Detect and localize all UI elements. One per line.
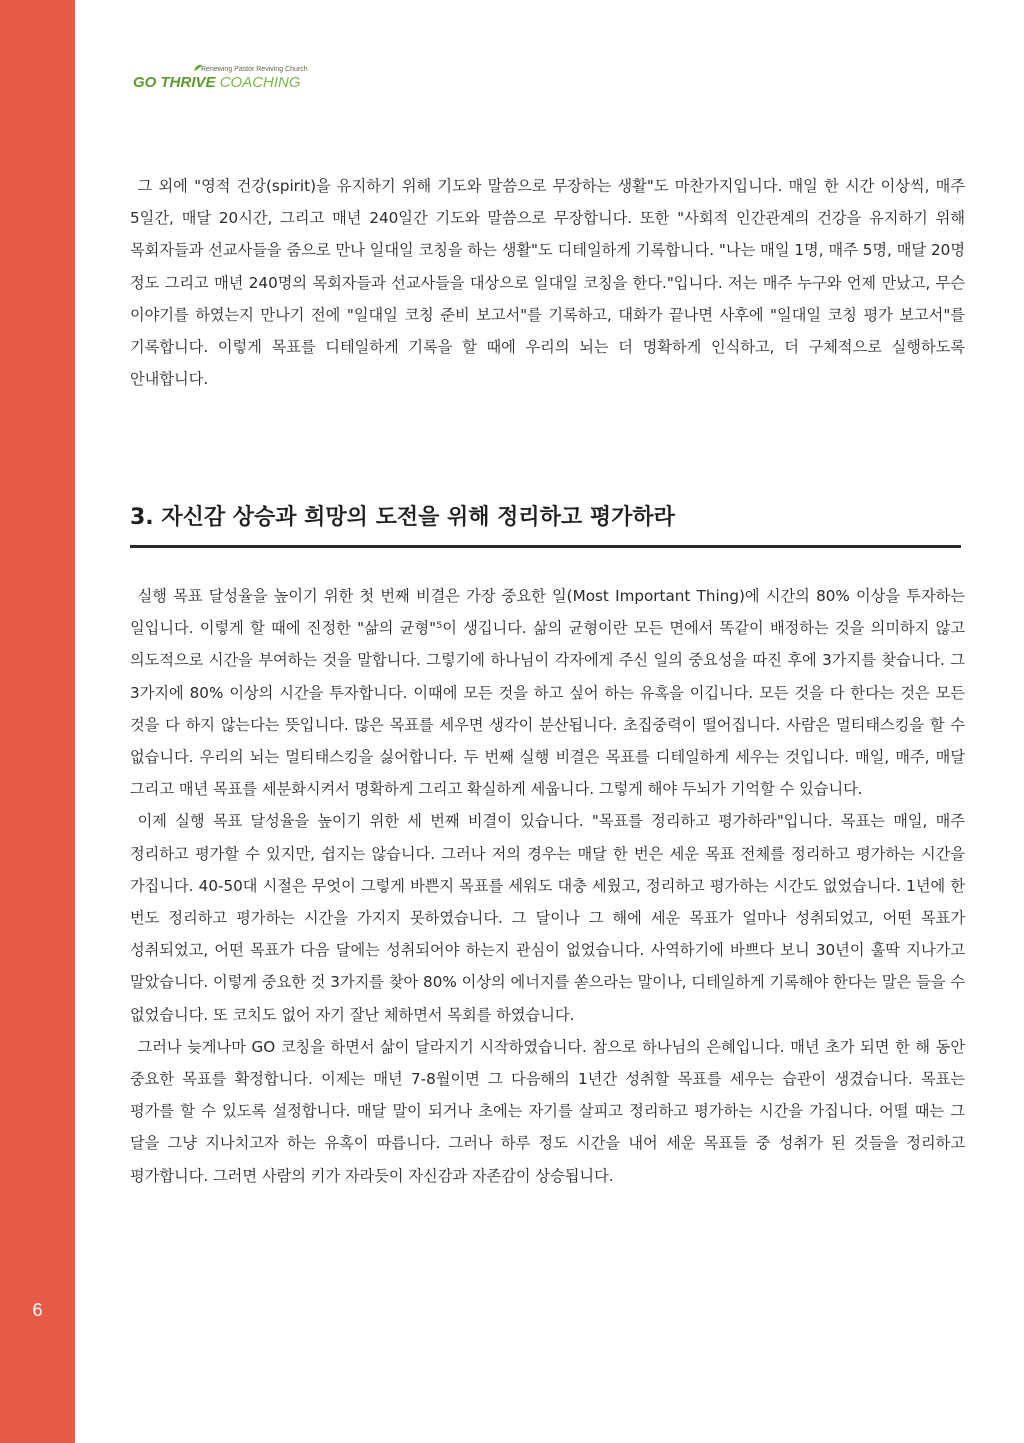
- logo-word-light: COACHING: [219, 74, 301, 91]
- page-number: 6: [32, 1300, 43, 1320]
- body-paragraph-3: 그러나 늦게나마 GO 코칭을 하면서 삶이 달라지기 시작하였습니다. 참으로 하나님의 은혜입니다. 매년 초가 되면 한 해 동안 중요한 목표를 확정합니다. 이제는 매년 7-8월이면 그 다음해의 1년간 성취할 목표를 세우는 습관이 생겼습니다. 목표는 평가를 할 수 있도록 설정합니다. 매달 말이 되거나 초에는 자기를 살피고 정리하고 평가하는 시간을 가집니다. 어떨 때는 그 달을 그냥 지나치고자 하는 유혹이 따릅니다. 그러나 하루 정도 시간을 내어 세운 목표들 중 성취가 된 것들을 정리하고 평가합니다. 그러면 사람의 키가 자라듯이 자신감과 자존감이 상승됩니다.: [130, 1037, 965, 1185]
- logo-word-bold: GO THRIVE: [133, 74, 216, 91]
- intro-paragraph: 그 외에 "영적 건강(spirit)을 유지하기 위해 기도와 말씀으로 무장하는 생활"도 마찬가지입니다. 매일 한 시간 이상씩, 매주 5일간, 매달 20시간, 그리고 매년 240일간 기도와 말씀으로 무장합니다. 또한 "사회적 인간관계의 건강을 유지하기 위해 목회자들과 선교사들을 줌으로 만나 일대일 코칭을 하는 생활"도 디테일하게 기록합니다. "나는 매일 1명, 매주 5명, 매달 20명 정도 그리고 매년 240명의 목회자들과 선교사들을 대상으로 일대일 코칭을 한다."입니다. 저는 매주 누구와 언제 만났고, 무슨 이야기를 하였는지 만나기 전에 "일대일 코칭 준비 보고서"를 기록하고, 대화가 끝나면 사후에 "일대일 코칭 평가 보고서"를 기록합니다. 이렇게 목표를 디테일하게 기록을 할 때에 우리의 뇌는 더 명확하게 인식하고, 더 구체적으로 실행하도록 안내합니다.: [130, 177, 965, 389]
- section-body: [130, 580, 965, 1192]
- logo: [133, 62, 333, 96]
- side-accent-bar: [0, 0, 75, 1443]
- body-paragraph-1: 실행 목표 달성율을 높이기 위한 첫 번째 비결은 가장 중요한 일(Most Important Thing)에 시간의 80% 이상을 투자하는 일입니다. 이렇게 할 때에 진정한 "삶의 균형"⁵이 생깁니다. 삶의 균형이란 모든 면에서 똑같이 배정하는 것을 의미하지 않고 의도적으로 시간을 부여하는 것을 말합니다. 그렇기에 하나님이 각자에게 주신 일의 중요성을 따진 후에 3가지를 찾습니다. 그 3가지에 80% 이상의 시간을 투자합니다. 이때에 모든 것을 하고 싶어 하는 유혹을 이깁니다. 모든 것을 다 한다는 것은 모든 것을 다 하지 않는다는 뜻입니다. 많은 목표를 세우면 생각이 분산됩니다. 초집중력이 떨어집니다. 사람은 멀티태스킹을 할 수 없습니다. 우리의 뇌는 멀티태스킹을 싫어합니다. 두 번째 실행 비결은 목표를 디테일하게 세우는 것입니다. 매일, 매주, 매달 그리고 매년 목표를 세분화시켜서 명확하게 그리고 확실하게 세웁니다. 그렇게 해야 두뇌가 기억할 수 있습니다.: [130, 587, 965, 799]
- logo-wordmark: [133, 74, 301, 91]
- logo-tagline: Renewing Pastor Reviving Church: [201, 66, 308, 73]
- section-heading: 3. 자신감 상승과 희망의 도전을 위해 정리하고 평가하라: [130, 500, 961, 548]
- intro-text-block: [130, 170, 965, 395]
- body-paragraph-2: 이제 실행 목표 달성율을 높이기 위한 세 번째 비결이 있습니다. "목표를 정리하고 평가하라"입니다. 목표는 매일, 매주 정리하고 평가할 수 있지만, 쉽지는 않습니다. 그러나 저의 경우는 매달 한 번은 세운 목표 전체를 정리하고 평가하는 시간을 가집니다. 40-50대 시절은 무엇이 그렇게 바쁜지 목표를 세워도 대충 세웠고, 정리하고 평가하는 시간도 없었습니다. 1년에 한 번도 정리하고 평가하는 시간을 가지지 못하였습니다. 그 달이나 그 해에 세운 목표가 얼마나 성취되었고, 어떤 목표가 성취되었고, 어떤 목표가 다음 달에는 성취되어야 하는지 관심이 없었습니다. 사역하기에 바쁘다 보니 30년이 훌딱 지나가고 말았습니다. 이렇게 중요한 것 3가지를 찾아 80% 이상의 에너지를 쏟으라는 말이나, 디테일하게 기록해야 한다는 말은 들을 수 없었습니다. 또 코치도 없어 자기 잘난 체하면서 목회를 하였습니다.: [130, 812, 965, 1024]
